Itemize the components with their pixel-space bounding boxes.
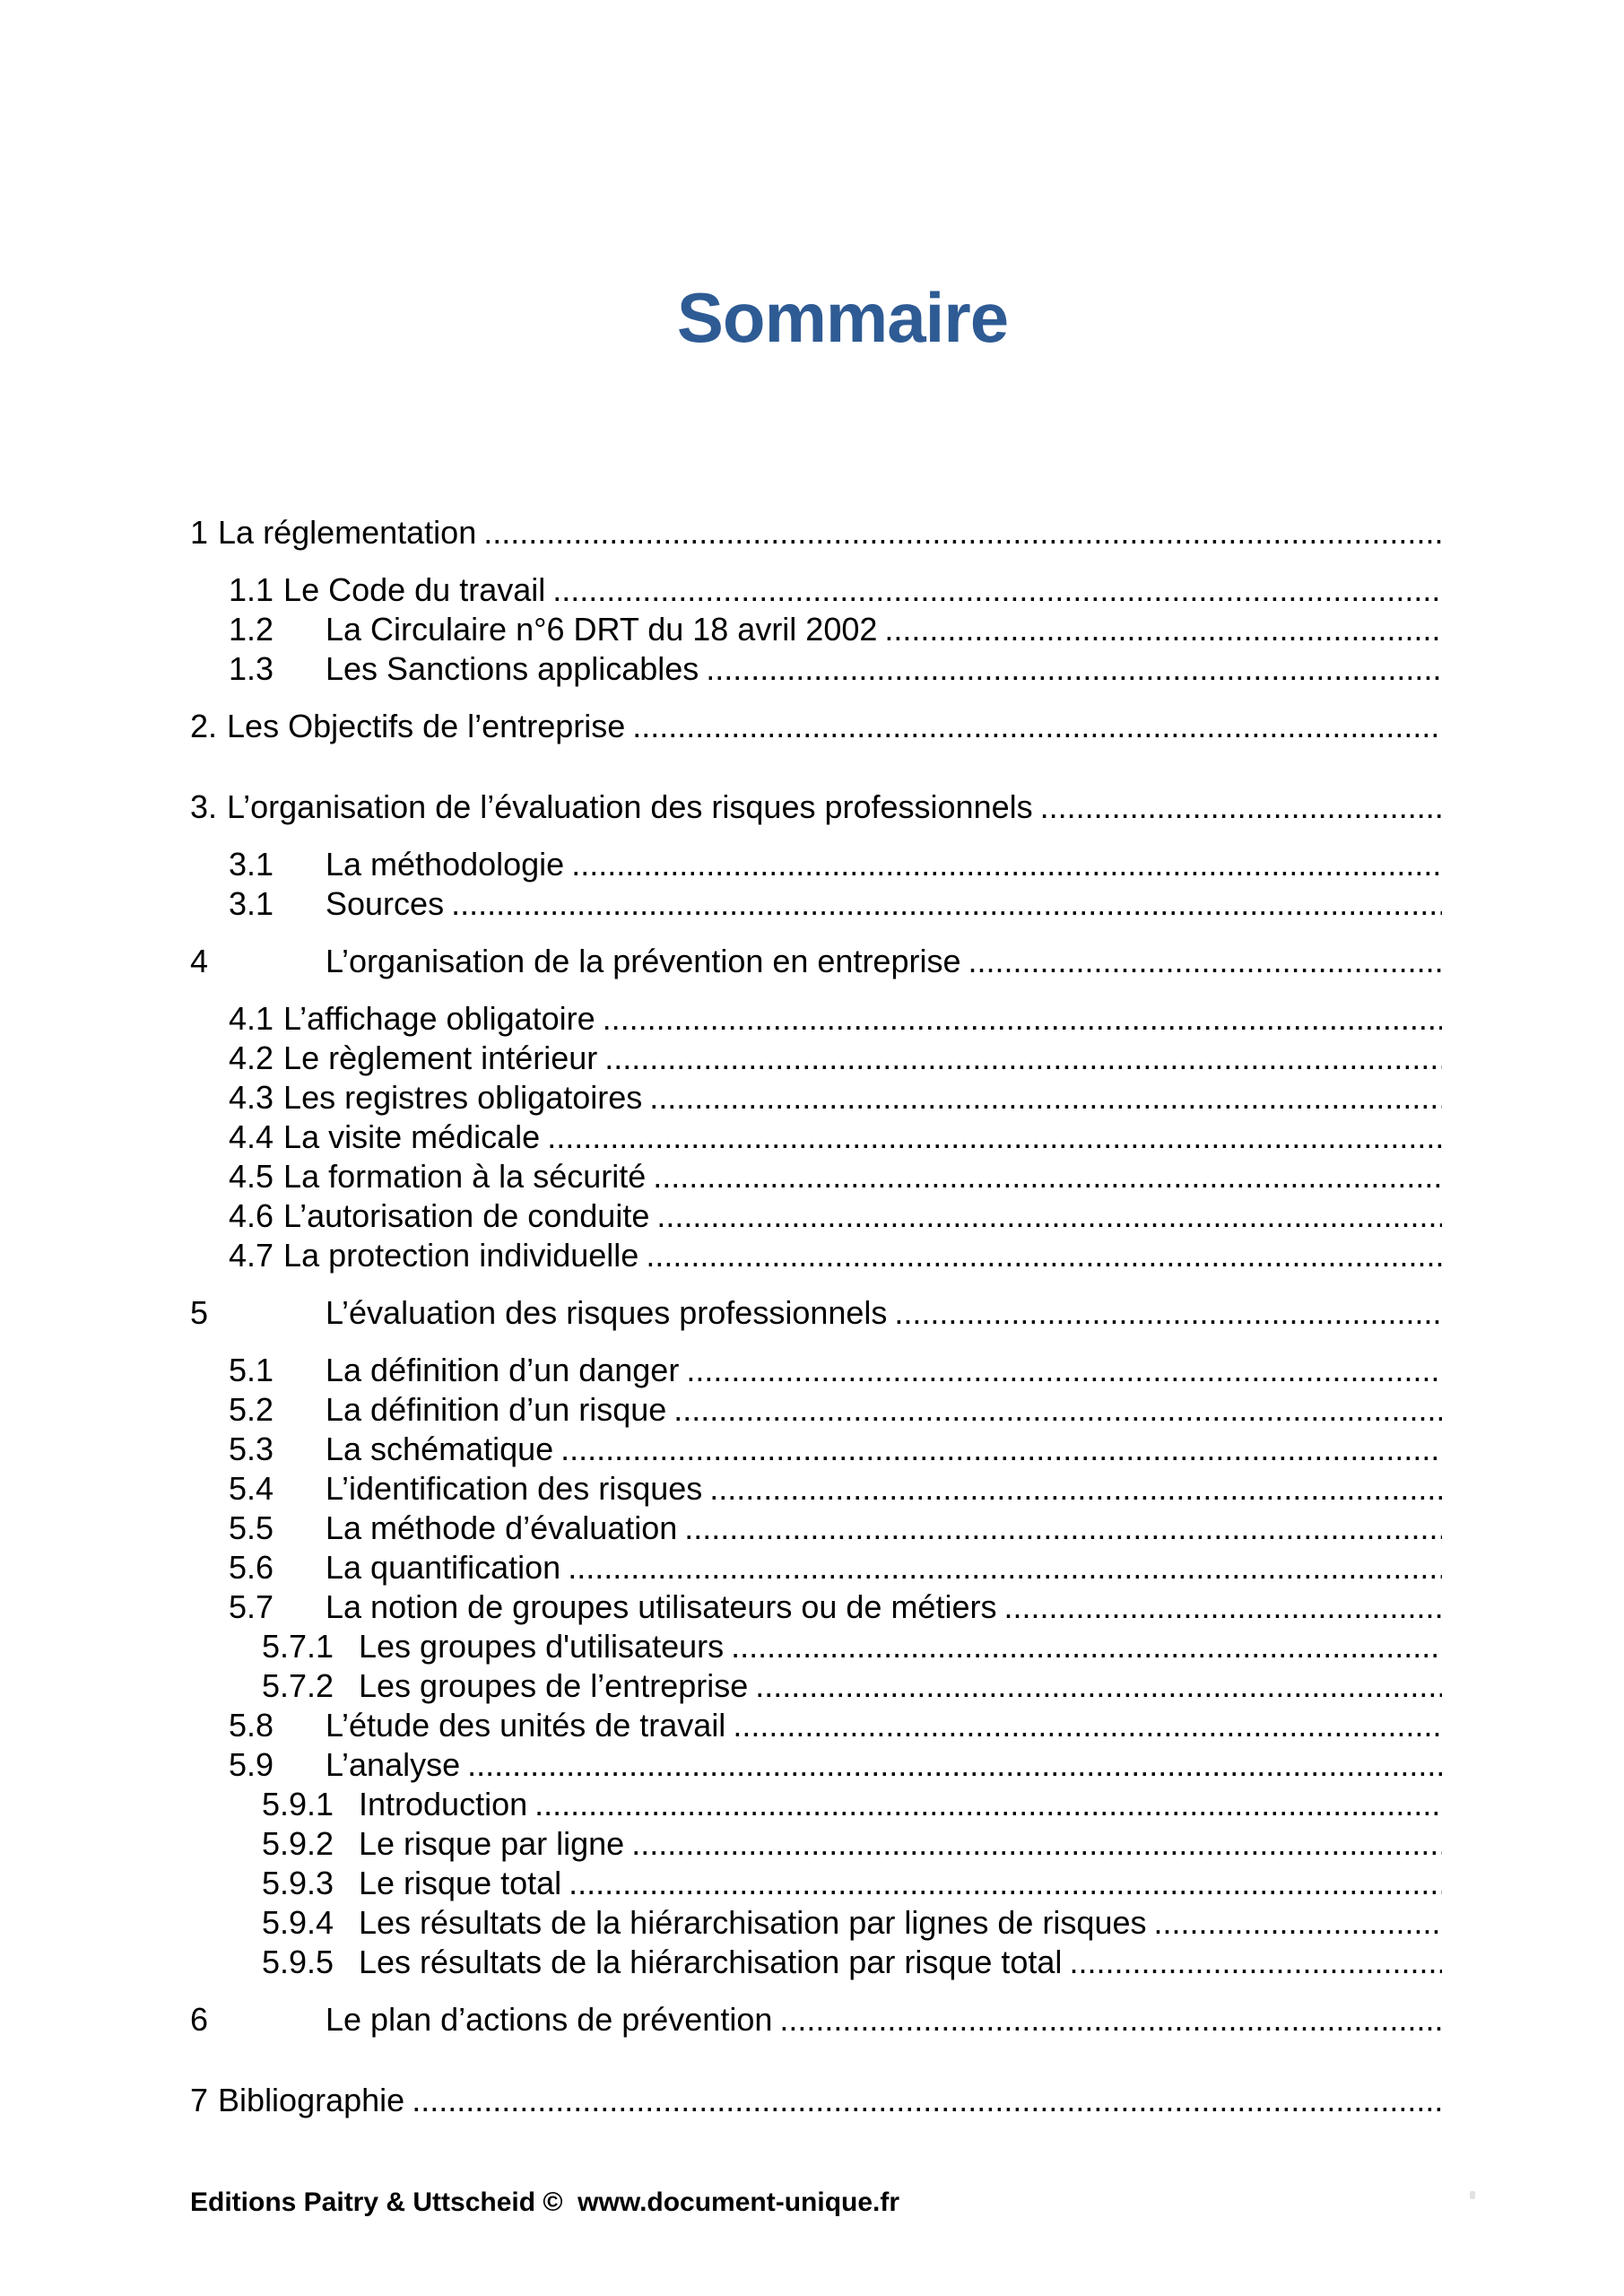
toc-entry-label: L’étude des unités de travail [326,1707,726,1744]
toc-entry-number: 5 [190,1294,209,1331]
toc-entry-number: 4.4 [229,1118,274,1155]
dot-leader [571,845,1442,884]
toc-entry[interactable] [0,1118,1624,1157]
toc-entry[interactable] [0,570,1624,610]
toc-entry-number: 5.7 [229,1588,274,1625]
toc-entry-number: 5.4 [229,1470,274,1507]
toc-entry[interactable] [0,787,1624,827]
dot-leader [684,1509,1442,1548]
page-title: Sommaire [676,278,1009,357]
dot-leader [467,1745,1442,1785]
toc-entry-label: Introduction [359,1786,528,1822]
toc-entry-number: 3. [190,788,218,825]
toc-entry-label: La notion de groupes utilisateurs ou de métiers [326,1588,997,1625]
toc-entry[interactable] [0,1706,1624,1745]
dot-leader [1069,1943,1442,1982]
toc-entry-label: La visite médicale [283,1118,541,1155]
toc-entry[interactable] [0,649,1624,689]
toc-entry[interactable] [0,1587,1624,1627]
toc-entry-number: 5.8 [229,1707,274,1744]
dot-leader [604,1039,1442,1078]
toc-entry-label: La réglementation [218,514,477,551]
dot-leader [534,1785,1442,1824]
toc-entry-label: L’organisation de l’évaluation des risques professionnels [227,788,1033,825]
toc-entry-label: La méthode d’évaluation [326,1509,678,1546]
toc-entry[interactable] [0,1430,1624,1469]
toc-entry-number: 4.6 [229,1197,274,1234]
toc-entry-label: Le règlement intérieur [283,1039,598,1076]
toc-entry-label: La définition d’un danger [326,1352,680,1388]
toc-entry[interactable] [0,1627,1624,1666]
dot-leader [1040,787,1442,827]
toc-entry[interactable] [0,1293,1624,1333]
toc-entry-number: 3.1 [229,885,274,922]
toc-entry-label: Le risque total [359,1865,562,1901]
toc-entry-number: 5.5 [229,1509,274,1546]
toc-entry[interactable] [0,1509,1624,1548]
toc-entry-label: La méthodologie [326,846,565,883]
toc-entry[interactable] [0,1666,1624,1706]
toc-entry[interactable] [0,1824,1624,1864]
dot-leader [894,1293,1442,1333]
toc-entry-number: 3.1 [229,846,274,883]
dot-leader [547,1118,1442,1157]
toc-entry-label: Le risque par ligne [359,1825,625,1862]
toc-entry-label: Les Objectifs de l’entreprise [227,708,626,744]
toc-entry[interactable] [0,884,1624,924]
dot-leader [884,610,1442,649]
dot-leader [646,1236,1442,1275]
toc-entry-number: 5.7.1 [262,1628,334,1665]
dot-leader [569,1864,1442,1903]
toc-entry-label: L’autorisation de conduite [283,1197,650,1234]
dot-leader [603,999,1442,1039]
toc-entry[interactable] [0,2000,1624,2039]
dot-leader [686,1351,1442,1390]
toc-entry-number: 6 [190,2001,209,2038]
dot-leader [632,707,1442,746]
toc-entry[interactable] [0,1903,1624,1943]
toc-entry-label: Les registres obligatoires [283,1079,643,1116]
dot-leader [755,1666,1442,1706]
toc-entry[interactable] [0,513,1624,552]
toc-entry-label: L’analyse [326,1746,461,1783]
toc [0,513,1624,2120]
toc-entry-number: 5.9.3 [262,1865,334,1901]
toc-entry[interactable] [0,1351,1624,1390]
toc-entry[interactable] [0,999,1624,1039]
toc-entry-number: 4.5 [229,1158,274,1195]
dot-leader [706,649,1442,689]
toc-entry[interactable] [0,1943,1624,1982]
toc-entry[interactable] [0,1157,1624,1196]
toc-entry[interactable] [0,610,1624,649]
toc-entry-label: Les groupes d'utilisateurs [359,1628,725,1665]
dot-leader [1153,1903,1442,1943]
toc-entry-number: 5.9.2 [262,1825,334,1862]
dot-leader [653,1157,1442,1196]
toc-entry[interactable] [0,1745,1624,1785]
toc-entry[interactable] [0,1236,1624,1275]
toc-entry-number: 5.3 [229,1431,274,1467]
toc-entry-label: Les résultats de la hiérarchisation par risque total [359,1944,1063,1980]
dot-leader [631,1824,1442,1864]
toc-entry-number: 2. [190,708,218,744]
toc-entry-label: La formation à la sécurité [283,1158,647,1195]
toc-entry-number: 5.9.5 [262,1944,334,1980]
dot-leader [673,1390,1442,1430]
toc-entry-label: Les Sanctions applicables [326,650,699,687]
toc-entry-number: 5.9 [229,1746,274,1783]
toc-entry-number: 1.3 [229,650,274,687]
toc-entry-number: 5.7.2 [262,1667,334,1704]
toc-entry-number: 4.3 [229,1079,274,1116]
dot-leader [412,2081,1442,2120]
toc-entry[interactable] [0,707,1624,746]
toc-entry[interactable] [0,1469,1624,1509]
dot-leader [451,884,1442,924]
toc-entry-number: 4.7 [229,1237,274,1274]
toc-entry-label: L’évaluation des risques professionnels [326,1294,888,1331]
dot-leader [552,570,1442,610]
toc-entry-number: 4 [190,943,209,979]
toc-entry-number: 5.2 [229,1391,274,1428]
dot-leader [968,942,1443,981]
toc-entry-number: 1 [190,514,209,551]
toc-entry[interactable] [0,1039,1624,1078]
toc-entry-label: L’organisation de la prévention en entreprise [326,943,961,979]
dot-leader [733,1706,1442,1745]
toc-entry[interactable] [0,1864,1624,1903]
faint-artifact [1470,2191,1475,2199]
dot-leader [483,513,1442,552]
toc-entry-number: 1.1 [229,571,274,608]
dot-leader [1003,1587,1442,1627]
toc-entry-label: La schématique [326,1431,554,1467]
toc-entry-number: 7 [190,2082,209,2118]
toc-entry-number: 5.9.1 [262,1786,334,1822]
toc-entry-label: Le Code du travail [283,571,546,608]
dot-leader [709,1469,1442,1509]
toc-entry-label: L’identification des risques [326,1470,703,1507]
toc-entry-label: Les résultats de la hiérarchisation par lignes de risques [359,1904,1147,1941]
dot-leader [560,1430,1442,1469]
toc-entry-label: Les groupes de l’entreprise [359,1667,749,1704]
dot-leader [568,1548,1442,1587]
toc-entry[interactable] [0,942,1624,981]
toc-entry[interactable] [0,2081,1624,2120]
toc-entry-label: Bibliographie [218,2082,405,2118]
dot-leader [731,1627,1442,1666]
dot-leader [779,2000,1442,2039]
toc-entry[interactable] [0,1078,1624,1118]
toc-entry-number: 5.1 [229,1352,274,1388]
toc-entry[interactable] [0,1196,1624,1236]
toc-entry-number: 4.1 [229,1000,274,1037]
toc-entry[interactable] [0,1548,1624,1587]
toc-entry-label: Le plan d’actions de prévention [326,2001,773,2038]
toc-entry[interactable] [0,845,1624,884]
dot-leader [649,1078,1442,1118]
toc-entry-label: La définition d’un risque [326,1391,667,1428]
toc-entry-number: 5.6 [229,1549,274,1586]
toc-entry-label: La quantification [326,1549,561,1586]
toc-entry-label: La protection individuelle [283,1237,639,1274]
toc-entry-number: 4.2 [229,1039,274,1076]
toc-entry-number: 1.2 [229,611,274,648]
toc-entry-label: L’affichage obligatoire [283,1000,595,1037]
footer-text: Editions Paitry & Uttscheid © www.document-unique.fr [190,2187,900,2217]
toc-entry-label: La Circulaire n°6 DRT du 18 avril 2002 [326,611,878,648]
toc-entry[interactable] [0,1785,1624,1824]
toc-entry-number: 5.9.4 [262,1904,334,1941]
toc-entry-label: Sources [326,885,445,922]
toc-entry[interactable] [0,1390,1624,1430]
dot-leader [656,1196,1442,1236]
